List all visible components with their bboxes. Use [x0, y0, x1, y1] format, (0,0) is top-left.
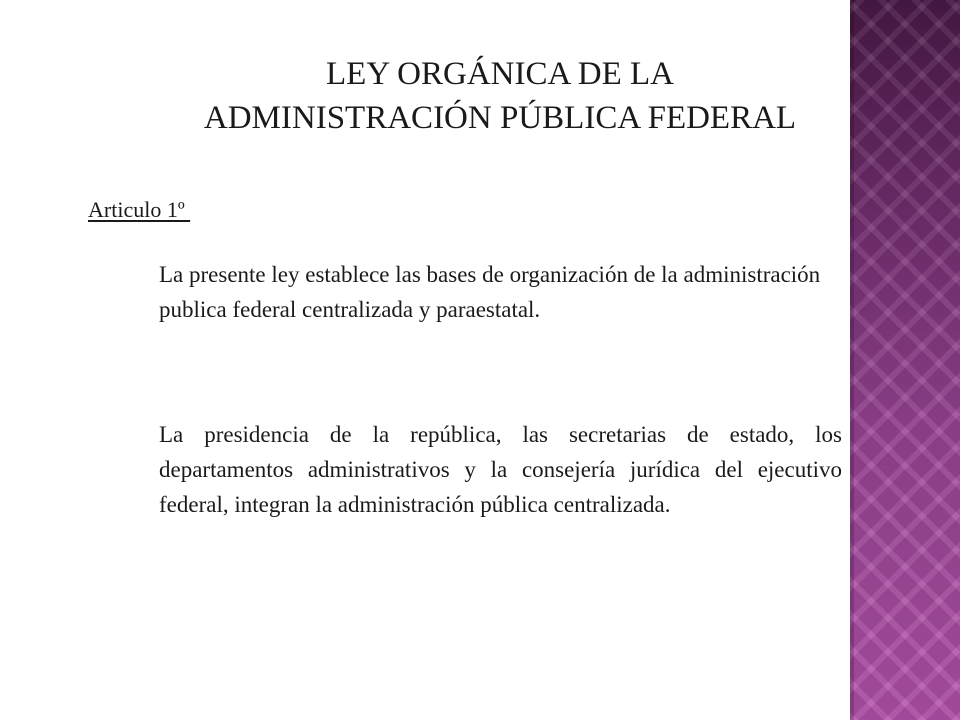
article-heading: Articulo 1º: [88, 197, 191, 222]
title-line-1: LEY ORGÁNICA DE LA: [326, 56, 674, 92]
paragraph-2: La presidencia de la república, las secretarias de estado, los departamentos administrativos y la consejería jurídica del ejecutivo federal, integran la administración pública centralizada.: [159, 422, 842, 517]
title-line-2: ADMINISTRACIÓN PÚBLICA FEDERAL: [203, 100, 797, 136]
paragraph-1: La presente ley establece las bases de organización de la administración publica federal centralizada y paraestatal.: [159, 262, 821, 322]
page-title: [130, 52, 870, 140]
